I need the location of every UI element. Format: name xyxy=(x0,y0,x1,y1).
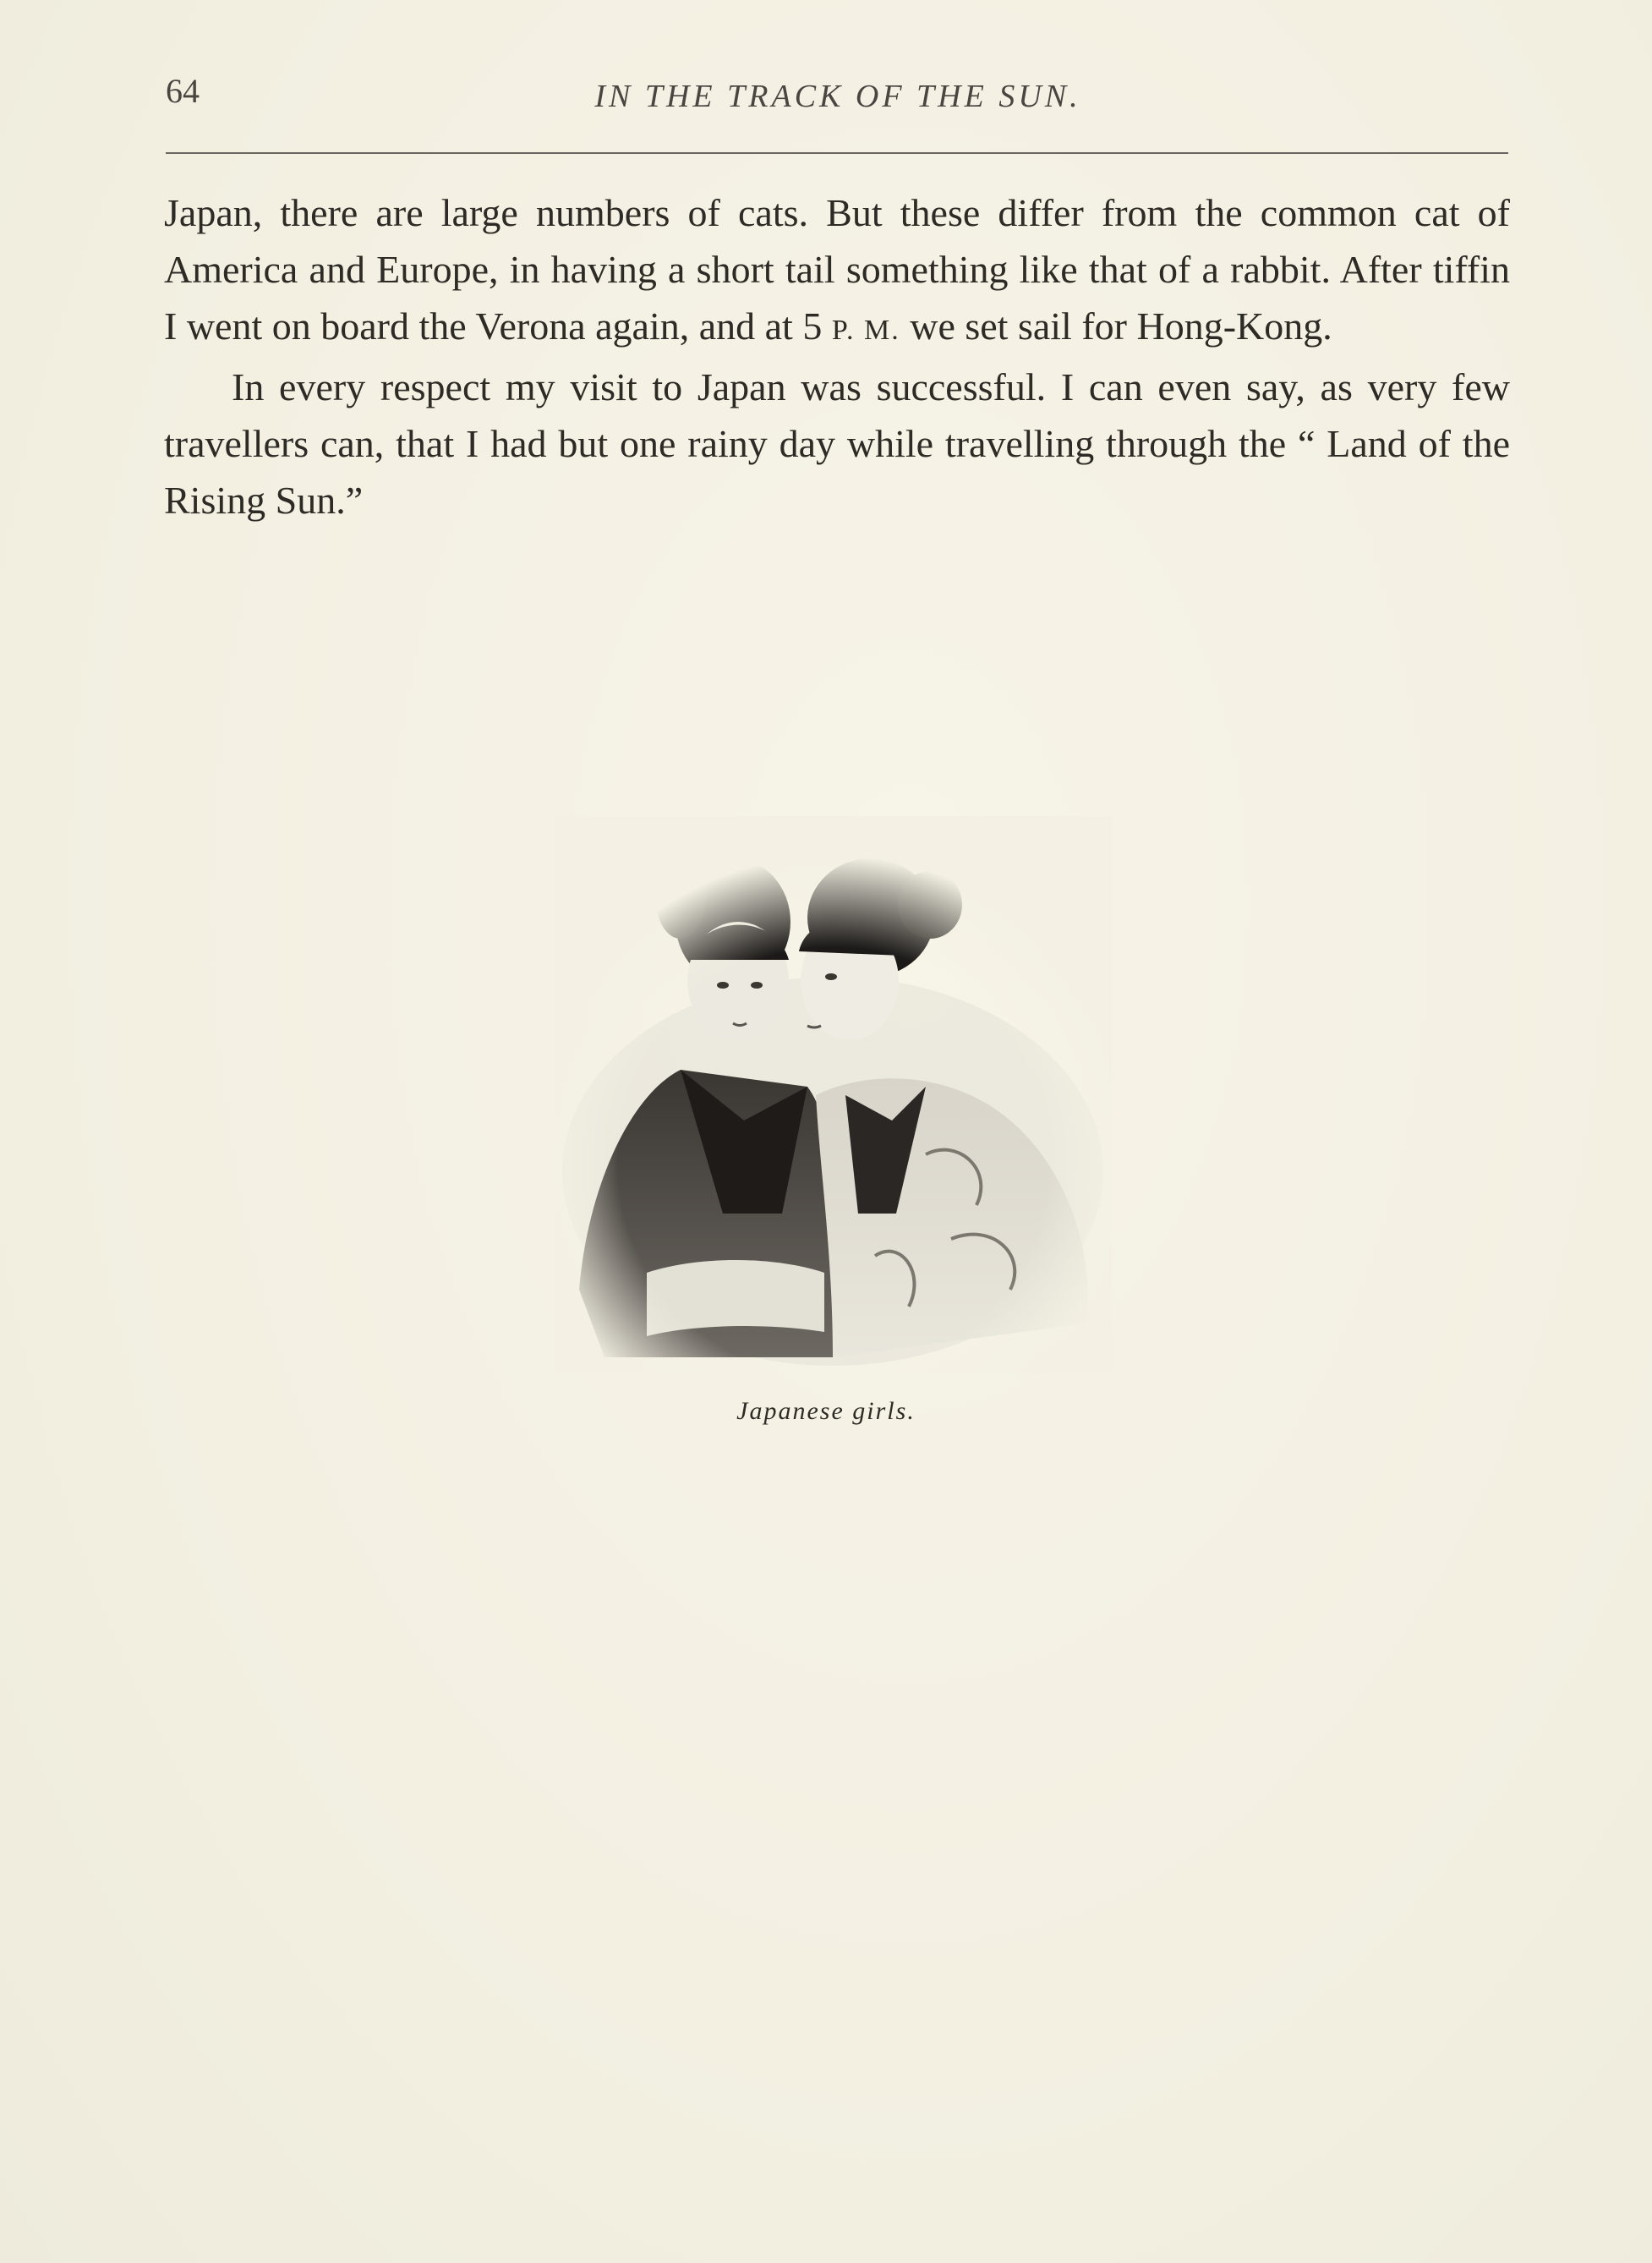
page-number: 64 xyxy=(166,72,200,110)
paragraph-1 xyxy=(164,184,1510,359)
paragraph-1-text-b: we set sail for Hong-Kong. xyxy=(900,304,1332,348)
body-text xyxy=(164,184,1510,529)
illustration-caption: Japanese girls. xyxy=(736,1397,916,1425)
header-rule xyxy=(166,152,1508,154)
paragraph-1-text-a: Japan, there are large numbers of cats. But these differ from the common cat of America and Europe, in having a short tail something like that of a rabbit. After tiffin I went on board the Verona again, and at 5 xyxy=(164,191,1510,348)
paragraph-2: In every respect my visit to Japan was successful. I can even say, as very few travellers can, that I had but one rainy day while travelling through the “ Land of the Rising Sun.” xyxy=(164,365,1510,522)
paragraph-1-smallcaps: P. M. xyxy=(831,315,900,346)
running-title: IN THE TRACK OF THE SUN. xyxy=(594,79,1081,114)
photo-illustration-japanese-girls xyxy=(554,816,1112,1374)
